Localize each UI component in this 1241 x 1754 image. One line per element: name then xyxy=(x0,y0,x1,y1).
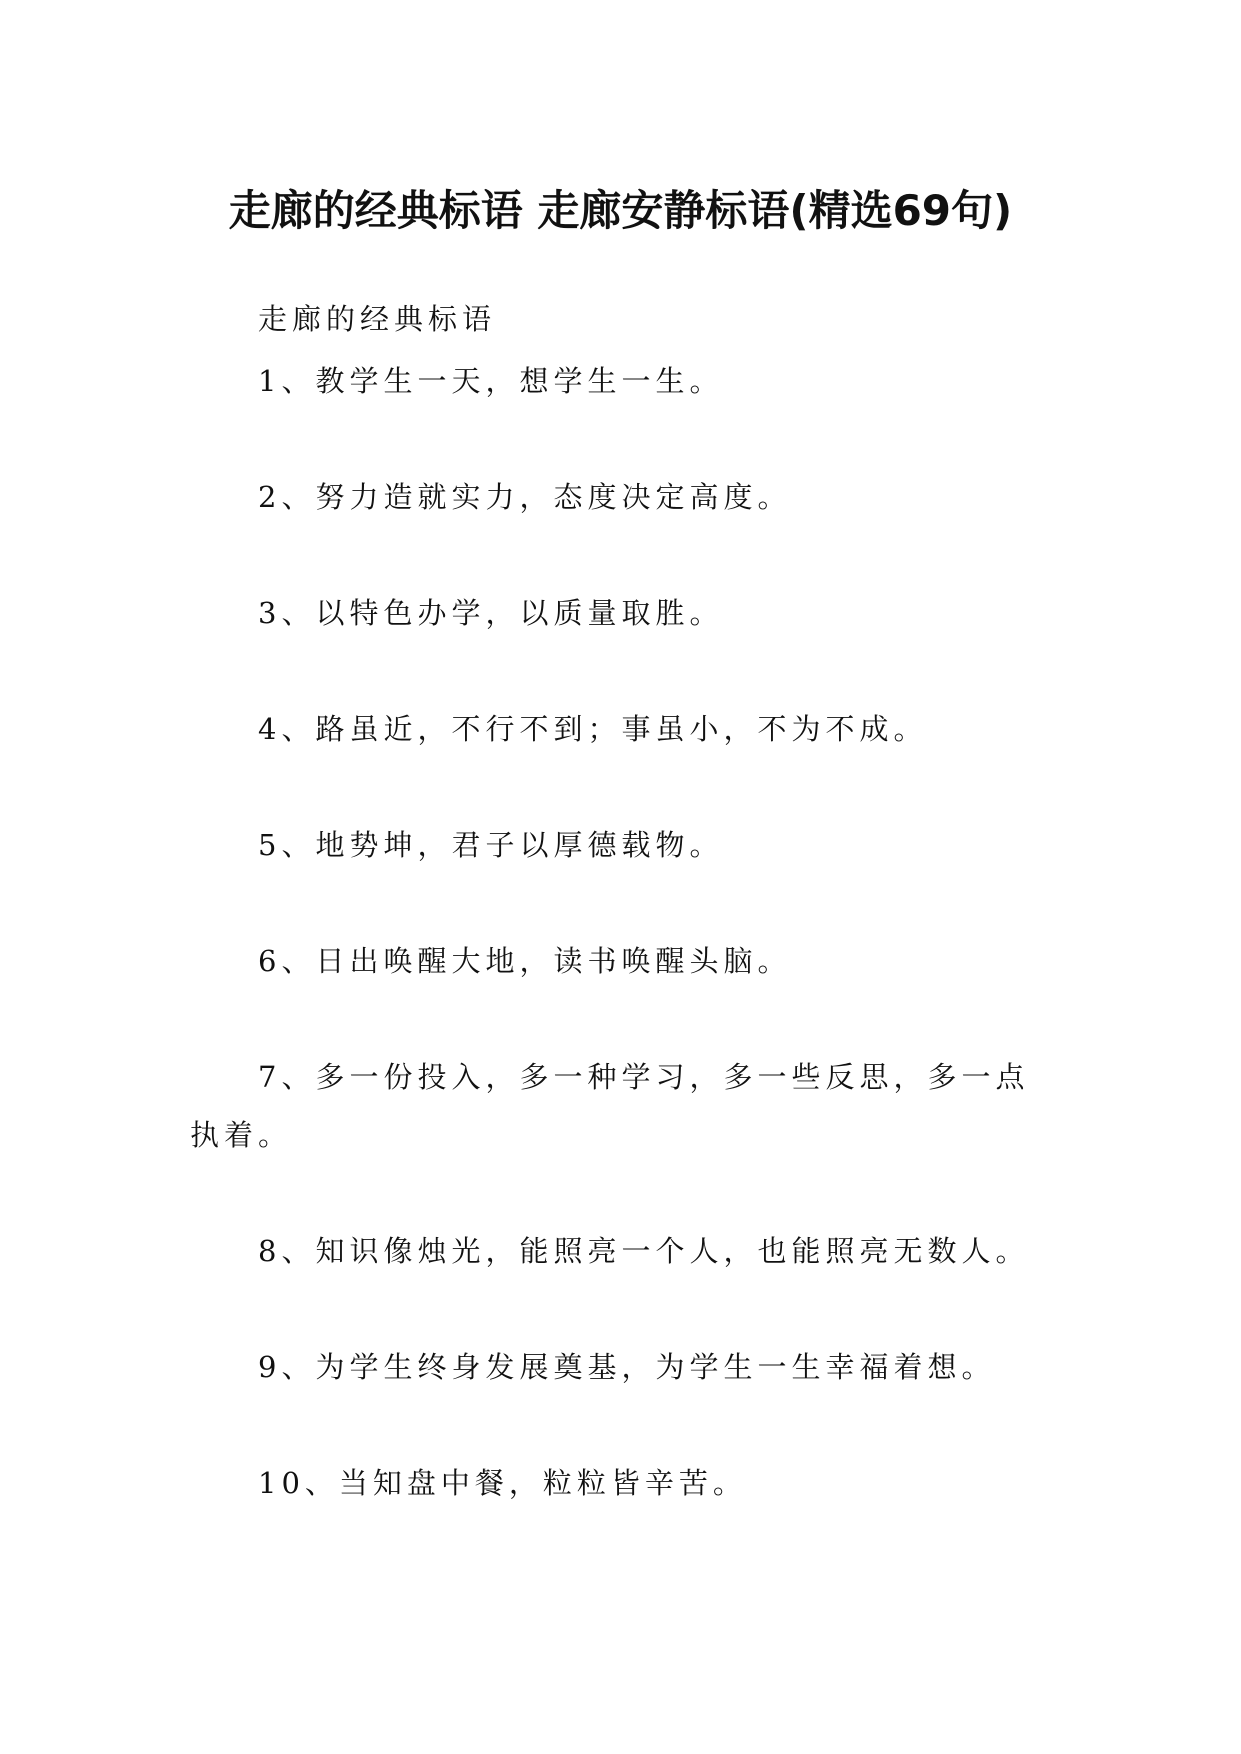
list-item: 10、当知盘中餐，粒粒皆辛苦。 xyxy=(258,1466,747,1500)
list-item: 7、多一份投入，多一种学习，多一些反思，多一点执着。 xyxy=(190,1060,1030,1152)
list-item: 2、努力造就实力，态度决定高度。 xyxy=(258,480,792,514)
list-item: 6、日出唤醒大地，读书唤醒头脑。 xyxy=(258,944,792,978)
section-heading: 走廊的经典标语 xyxy=(258,302,497,336)
list-item: 5、地势坤，君子以厚德载物。 xyxy=(258,828,724,862)
list-item: 8、知识像烛光，能照亮一个人，也能照亮无数人。 xyxy=(258,1234,1030,1268)
list-item: 9、为学生终身发展奠基，为学生一生幸福着想。 xyxy=(258,1350,996,1384)
list-item: 4、路虽近，不行不到；事虽小，不为不成。 xyxy=(258,712,928,746)
list-item: 3、以特色办学，以质量取胜。 xyxy=(258,596,724,630)
document-body xyxy=(190,290,1058,1570)
page-title: 走廊的经典标语 走廊安静标语(精选69句) xyxy=(228,186,1013,236)
list-item: 1、教学生一天，想学生一生。 xyxy=(258,364,724,398)
